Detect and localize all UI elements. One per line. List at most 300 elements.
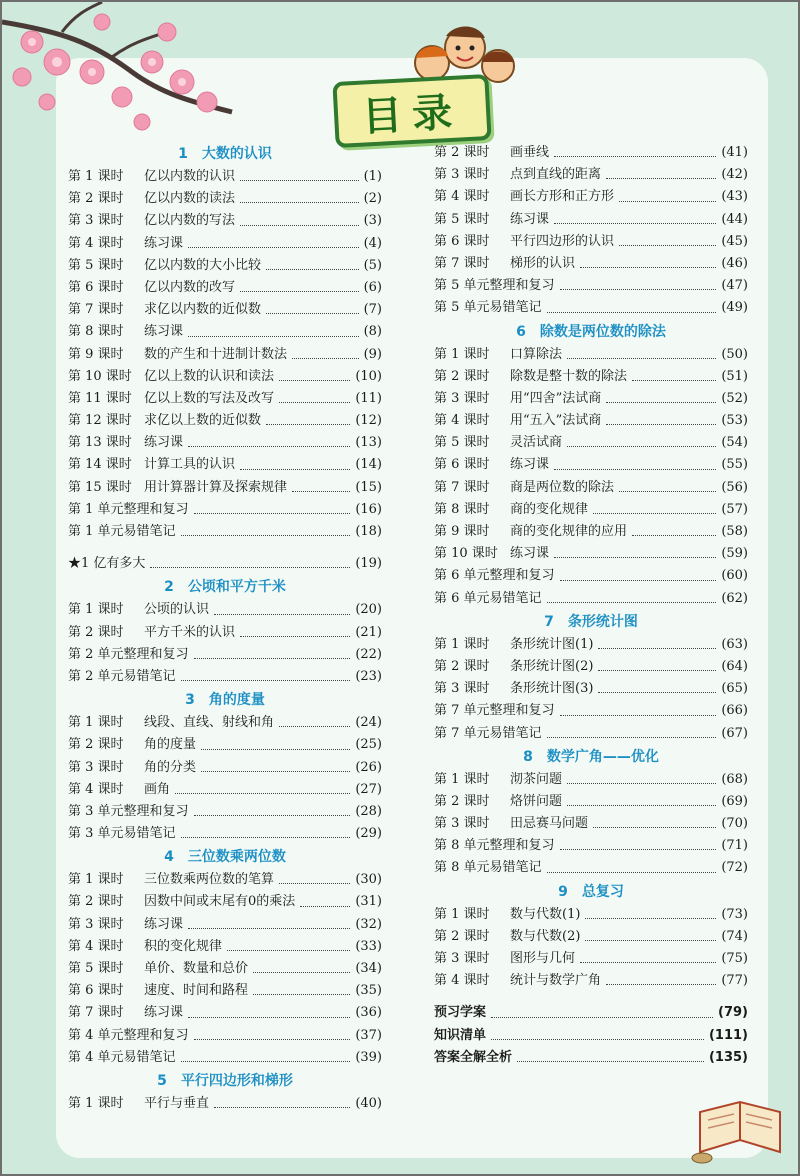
dot-leader xyxy=(240,454,350,469)
toc-entry-title xyxy=(68,757,196,779)
page-number: (54) xyxy=(721,435,748,451)
dot-leader xyxy=(188,914,350,929)
lesson-title: 第 3 单元易错笔记 xyxy=(68,826,176,842)
page-number: (13) xyxy=(355,435,382,451)
dot-leader xyxy=(580,253,716,268)
lesson-number: 第 3 课时 xyxy=(434,816,490,832)
toc-entry[interactable] xyxy=(68,410,382,432)
page-number: (40) xyxy=(355,1095,382,1111)
lesson-number: 第 2 课时 xyxy=(68,894,124,910)
dot-leader xyxy=(150,553,350,568)
toc-entry-title xyxy=(68,980,248,1002)
lesson-title: 练习课 xyxy=(144,435,184,451)
toc-entry-title xyxy=(434,543,549,565)
lesson-title: 数与代数(1) xyxy=(510,906,581,922)
section-spacer xyxy=(68,543,382,553)
lesson-title: 画长方形和正方形 xyxy=(510,189,615,205)
lesson-title: 求亿以内数的近似数 xyxy=(144,302,262,318)
lesson-title: 亿以上数的写法及改写 xyxy=(144,390,275,406)
toc-entry-title xyxy=(68,779,170,801)
toc-entry[interactable] xyxy=(68,958,382,980)
page-number: (52) xyxy=(721,390,748,406)
toc-entry-title xyxy=(68,891,295,913)
lesson-number: 第 2 课时 xyxy=(68,737,124,753)
lesson-number: 第 4 课时 xyxy=(434,189,490,205)
page-number: (42) xyxy=(721,167,748,183)
toc-entry-title xyxy=(68,344,287,366)
dot-leader xyxy=(188,233,359,248)
section-heading: 2 公顷和平方千米 xyxy=(164,579,286,596)
lesson-title: 画角 xyxy=(144,781,171,797)
toc-entry[interactable] xyxy=(434,543,748,565)
toc-entry[interactable] xyxy=(434,904,748,926)
lesson-number: 第 10 课时 xyxy=(434,546,498,562)
toc-entry-title xyxy=(68,432,183,454)
page-number: (8) xyxy=(363,324,382,340)
toc-entry[interactable] xyxy=(434,656,748,678)
toc-entry[interactable] xyxy=(68,477,382,499)
page-number: (79) xyxy=(718,1005,748,1021)
toc-entry[interactable] xyxy=(68,188,382,210)
toc-entry[interactable] xyxy=(434,253,748,275)
page-number: (65) xyxy=(721,681,748,697)
toc-entry[interactable] xyxy=(434,142,748,164)
lesson-title: 条形统计图(2) xyxy=(510,658,594,674)
lesson-title: 速度、时间和路程 xyxy=(144,983,249,999)
toc-entry[interactable] xyxy=(434,700,748,722)
dot-leader xyxy=(547,857,717,872)
toc-entry[interactable] xyxy=(434,521,748,543)
page-number: (59) xyxy=(721,546,748,562)
dot-leader xyxy=(560,835,717,850)
lesson-number: 第 4 课时 xyxy=(68,781,124,797)
dot-leader xyxy=(606,388,716,403)
dot-leader xyxy=(240,166,359,181)
toc-entry[interactable] xyxy=(68,1002,382,1024)
page-number: (70) xyxy=(721,816,748,832)
toc-entry[interactable] xyxy=(68,521,382,543)
toc-entry[interactable] xyxy=(434,499,748,521)
toc-entry-title xyxy=(434,477,614,499)
lesson-number: 第 2 课时 xyxy=(434,368,490,384)
lesson-number: 第 1 课时 xyxy=(68,602,124,618)
page-number: (21) xyxy=(355,624,382,640)
toc-right-column xyxy=(434,142,748,1069)
toc-entry[interactable] xyxy=(68,757,382,779)
lesson-number: 第 4 课时 xyxy=(68,235,124,251)
lesson-number: 第 6 课时 xyxy=(434,233,490,249)
toc-entry[interactable] xyxy=(434,769,748,791)
lesson-number: 第 4 课时 xyxy=(434,973,490,989)
dot-leader xyxy=(279,712,350,727)
page-number: (111) xyxy=(708,1027,748,1043)
dot-leader xyxy=(619,231,716,246)
dot-leader xyxy=(567,344,716,359)
page-number: (34) xyxy=(355,961,382,976)
lesson-title: 积的变化规律 xyxy=(144,938,223,954)
lesson-number: 第 11 课时 xyxy=(68,390,132,406)
page-title: 目录 xyxy=(361,88,464,141)
toc-entry[interactable] xyxy=(434,565,748,587)
toc-entry[interactable] xyxy=(68,869,382,891)
toc-entry-title xyxy=(434,926,580,948)
lesson-number: 第 6 课时 xyxy=(434,457,490,473)
dot-leader xyxy=(554,142,716,157)
dot-leader xyxy=(175,779,350,794)
page-number: (69) xyxy=(721,793,748,809)
toc-entry[interactable] xyxy=(434,297,748,319)
toc-entry-title xyxy=(68,166,235,188)
dot-leader xyxy=(292,344,359,359)
lesson-number: 第 14 课时 xyxy=(68,457,132,473)
dot-leader xyxy=(560,565,717,580)
toc-entry[interactable] xyxy=(68,599,382,621)
toc-entry[interactable] xyxy=(434,678,748,700)
toc-entry[interactable] xyxy=(68,734,382,756)
lesson-number: 第 1 课时 xyxy=(68,872,124,888)
dot-leader xyxy=(619,186,716,201)
toc-entry[interactable] xyxy=(68,801,382,823)
lesson-title: 预习学案 xyxy=(434,1005,487,1021)
lesson-title: 第 4 单元整理和复习 xyxy=(68,1027,189,1043)
toc-entry-title xyxy=(434,700,555,722)
dot-leader xyxy=(201,734,350,749)
toc-entry[interactable] xyxy=(434,366,748,388)
toc-entry[interactable] xyxy=(68,388,382,410)
toc-entry-title xyxy=(68,499,189,521)
toc-entry-title xyxy=(68,299,261,321)
lesson-title: 答案全解全析 xyxy=(434,1049,513,1065)
page-number: (2) xyxy=(363,191,382,207)
toc-entry-title xyxy=(434,186,614,208)
lesson-number: 第 4 课时 xyxy=(68,938,124,954)
toc-entry-title xyxy=(434,723,542,745)
toc-entry-title xyxy=(68,869,274,891)
toc-entry-title xyxy=(68,823,176,845)
toc-entry[interactable] xyxy=(434,1025,748,1047)
dot-leader xyxy=(214,1093,350,1108)
lesson-number: 第 5 课时 xyxy=(68,257,124,273)
page-number: (64) xyxy=(721,658,748,674)
page-number: (60) xyxy=(721,568,748,584)
page-number: (18) xyxy=(355,524,382,539)
page-number: (50) xyxy=(721,346,748,362)
dot-leader xyxy=(547,588,717,603)
toc-entry-title xyxy=(68,388,274,410)
toc-entry-title xyxy=(434,791,562,813)
toc-entry[interactable] xyxy=(68,644,382,666)
lesson-title: 商的变化规律的应用 xyxy=(510,524,628,539)
toc-entry[interactable] xyxy=(68,666,382,688)
page-number: (49) xyxy=(721,300,748,316)
toc-entry[interactable] xyxy=(68,914,382,936)
toc-entry-title xyxy=(434,253,575,275)
lesson-title: 商是两位数的除法 xyxy=(510,479,615,495)
page-number: (20) xyxy=(355,602,382,618)
toc-entry[interactable] xyxy=(434,634,748,656)
dot-leader xyxy=(547,297,717,312)
toc-entry[interactable] xyxy=(434,477,748,499)
toc-entry[interactable] xyxy=(68,366,382,388)
toc-entry[interactable] xyxy=(68,1025,382,1047)
page-number: (47) xyxy=(721,278,748,294)
toc-entry-title xyxy=(434,432,562,454)
dot-leader xyxy=(194,801,351,816)
toc-entry-title xyxy=(68,801,189,823)
dot-leader xyxy=(194,1025,351,1040)
toc-entry[interactable] xyxy=(68,622,382,644)
toc-entry[interactable] xyxy=(68,344,382,366)
dot-leader xyxy=(253,958,350,973)
lesson-title: 数的产生和十进制计数法 xyxy=(144,346,288,362)
toc-entry[interactable] xyxy=(68,891,382,913)
dot-leader xyxy=(240,622,350,637)
page-number: (16) xyxy=(355,501,382,517)
lesson-title: 练习课 xyxy=(144,916,184,932)
toc-entry-title xyxy=(68,958,248,980)
page-number: (30) xyxy=(355,872,382,888)
page-number: (23) xyxy=(355,668,382,684)
lesson-title: 亿以内数的读法 xyxy=(144,191,236,207)
toc-entry-title xyxy=(434,634,593,656)
page-number: (37) xyxy=(355,1027,382,1043)
lesson-number: 第 1 课时 xyxy=(434,771,490,787)
page-number: (32) xyxy=(355,916,382,932)
toc-entry[interactable] xyxy=(434,857,748,879)
page-number: (6) xyxy=(363,279,382,295)
lesson-number: 第 8 课时 xyxy=(68,324,124,340)
lesson-title: 画垂线 xyxy=(510,145,550,160)
lesson-number: 第 7 课时 xyxy=(68,302,124,318)
lesson-title: 图形与几何 xyxy=(510,951,576,966)
toc-entry[interactable] xyxy=(68,321,382,343)
lesson-number: 第 2 课时 xyxy=(434,928,490,944)
dot-leader xyxy=(580,948,716,963)
lesson-number: 第 2 课时 xyxy=(68,191,124,207)
toc-entry[interactable] xyxy=(68,277,382,299)
toc-entry-title xyxy=(434,388,601,410)
toc-entry[interactable] xyxy=(434,432,748,454)
toc-entry-title xyxy=(68,914,183,936)
toc-entry-title xyxy=(434,565,555,587)
lesson-number: 第 2 课时 xyxy=(434,145,490,160)
dot-leader xyxy=(606,164,716,179)
lesson-title: 商的变化规律 xyxy=(510,501,589,517)
page-number: (22) xyxy=(355,646,382,662)
toc-entry[interactable] xyxy=(68,936,382,958)
toc-entry[interactable] xyxy=(68,233,382,255)
lesson-title: 线段、直线、射线和角 xyxy=(144,715,275,731)
lesson-title: 因数中间或末尾有0的乘法 xyxy=(144,894,296,910)
lesson-number: 第 12 课时 xyxy=(68,413,132,429)
toc-entry[interactable] xyxy=(434,948,748,970)
page-number: (33) xyxy=(355,938,382,954)
lesson-number: 第 1 课时 xyxy=(68,715,124,731)
section-heading: 7 条形统计图 xyxy=(544,613,638,630)
toc-entry[interactable] xyxy=(68,980,382,1002)
toc-entry[interactable] xyxy=(434,1002,748,1024)
toc-entry[interactable] xyxy=(68,1047,382,1069)
lesson-title: 练习课 xyxy=(510,211,550,227)
section-heading: 4 三位数乘两位数 xyxy=(164,849,286,866)
page-number: (14) xyxy=(355,457,382,473)
lesson-number: 第 5 课时 xyxy=(434,211,490,227)
toc-entry-title xyxy=(434,164,601,186)
dot-leader xyxy=(279,388,350,403)
toc-entry[interactable] xyxy=(434,275,748,297)
page-number: (26) xyxy=(355,759,382,775)
toc-entry-title xyxy=(434,835,555,857)
lesson-title: 亿以内数的写法 xyxy=(144,213,236,229)
toc-entry-title xyxy=(434,904,580,926)
toc-entry-title xyxy=(434,1002,486,1024)
lesson-title: 亿以上数的认识和读法 xyxy=(144,368,275,384)
lesson-title: 练习课 xyxy=(144,235,184,251)
page-number: (74) xyxy=(721,928,748,944)
toc-entry[interactable] xyxy=(68,779,382,801)
toc-entry[interactable] xyxy=(68,166,382,188)
page-number: (24) xyxy=(355,715,382,731)
toc-entry[interactable] xyxy=(434,164,748,186)
lesson-number: 第 13 课时 xyxy=(68,435,132,451)
toc-entry[interactable] xyxy=(68,454,382,476)
dot-leader xyxy=(560,700,717,715)
toc-entry[interactable] xyxy=(434,835,748,857)
dot-leader xyxy=(266,255,359,270)
lesson-title: 第 6 单元易错笔记 xyxy=(434,590,542,606)
toc-entry[interactable] xyxy=(434,410,748,432)
toc-entry[interactable] xyxy=(68,712,382,734)
lesson-title: 计算工具的认识 xyxy=(144,457,236,473)
lesson-number: 第 6 课时 xyxy=(68,983,124,999)
dot-leader xyxy=(593,813,716,828)
lesson-title: 用“五入”法试商 xyxy=(510,413,602,429)
dot-leader xyxy=(279,366,350,381)
dot-leader xyxy=(181,666,351,681)
toc-entry-title xyxy=(434,521,627,543)
lesson-title: 第 8 单元整理和复习 xyxy=(434,838,555,854)
page-number: (1) xyxy=(363,169,382,184)
lesson-title: 练习课 xyxy=(510,546,550,562)
lesson-title: 第 8 单元易错笔记 xyxy=(434,860,542,876)
page-number: (62) xyxy=(721,590,748,606)
toc-entry[interactable] xyxy=(434,791,748,813)
page-number: (9) xyxy=(363,346,382,362)
page-number: (15) xyxy=(355,479,382,495)
lesson-number: 第 3 课时 xyxy=(434,390,490,406)
toc-entry[interactable] xyxy=(68,1093,382,1115)
page-number: (36) xyxy=(355,1005,382,1021)
toc-entry-title xyxy=(434,813,588,835)
toc-entry[interactable] xyxy=(434,454,748,476)
page-number: (31) xyxy=(355,894,382,910)
toc-entry[interactable] xyxy=(434,813,748,835)
toc-entry[interactable] xyxy=(434,926,748,948)
toc-entry[interactable] xyxy=(434,344,748,366)
lesson-number: 第 7 课时 xyxy=(434,479,490,495)
toc-entry[interactable] xyxy=(68,499,382,521)
page-number: (11) xyxy=(355,390,382,406)
lesson-number: 第 3 课时 xyxy=(68,759,124,775)
toc-entry-title xyxy=(68,188,235,210)
lesson-title: 第 1 单元整理和复习 xyxy=(68,501,189,517)
dot-leader xyxy=(560,275,717,290)
toc-entry[interactable] xyxy=(434,388,748,410)
dot-leader xyxy=(491,1025,704,1040)
toc-entry[interactable] xyxy=(434,723,748,745)
section-heading: 9 总复习 xyxy=(558,883,624,900)
lesson-title: 平行四边形的认识 xyxy=(510,233,615,249)
toc-entry-title xyxy=(68,454,235,476)
page-number: (25) xyxy=(355,737,382,753)
lesson-number: 第 5 课时 xyxy=(434,435,490,451)
page-number: (67) xyxy=(721,725,748,741)
toc-entry[interactable] xyxy=(68,299,382,321)
lesson-title: 平行与垂直 xyxy=(144,1095,210,1111)
toc-entry[interactable] xyxy=(68,255,382,277)
dot-leader xyxy=(194,499,351,514)
toc-entry[interactable] xyxy=(68,210,382,232)
toc-left-column xyxy=(68,142,382,1115)
lesson-title: 亿以内数的大小比较 xyxy=(144,257,262,273)
lesson-title: 练习课 xyxy=(144,1005,184,1021)
dot-leader xyxy=(632,366,716,381)
toc-entry[interactable] xyxy=(68,823,382,845)
toc-entry-title xyxy=(434,857,542,879)
lesson-number: 第 3 课时 xyxy=(434,951,490,966)
lesson-title: 烙饼问题 xyxy=(510,793,563,809)
toc-entry[interactable] xyxy=(434,588,748,610)
dot-leader xyxy=(567,791,716,806)
dot-leader xyxy=(266,299,359,314)
toc-entry[interactable] xyxy=(434,1047,748,1069)
lesson-title: 求亿以上数的近似数 xyxy=(144,413,262,429)
toc-entry-title xyxy=(434,297,542,319)
dot-leader xyxy=(567,769,716,784)
page-number: (68) xyxy=(721,771,748,787)
page-number: (63) xyxy=(721,636,748,652)
toc-entry-title xyxy=(434,344,562,366)
dot-leader xyxy=(547,723,717,738)
lesson-title: 练习课 xyxy=(144,324,184,340)
toc-entry-title xyxy=(68,599,209,621)
toc-entry[interactable] xyxy=(434,209,748,231)
dot-leader xyxy=(598,656,716,671)
lesson-number: 第 3 课时 xyxy=(68,213,124,229)
page-number: (56) xyxy=(721,479,748,495)
page-number: (44) xyxy=(721,211,748,227)
dot-leader xyxy=(240,188,359,203)
lesson-title: 第 6 单元整理和复习 xyxy=(434,568,555,584)
lesson-number: 第 1 课时 xyxy=(434,906,490,922)
dot-leader xyxy=(606,410,716,425)
toc-entry[interactable] xyxy=(434,970,748,992)
dot-leader xyxy=(619,477,716,492)
dot-leader xyxy=(593,499,716,514)
lesson-title: 点到直线的距离 xyxy=(510,167,602,183)
dot-leader xyxy=(598,678,716,693)
page-number: (57) xyxy=(721,501,748,517)
page-number: (45) xyxy=(721,233,748,249)
toc-entry[interactable] xyxy=(434,231,748,253)
lesson-title: 条形统计图(1) xyxy=(510,636,594,652)
toc-entry[interactable] xyxy=(68,432,382,454)
toc-entry-title xyxy=(68,1093,209,1115)
toc-entry[interactable] xyxy=(434,186,748,208)
lesson-number: 第 9 课时 xyxy=(434,524,490,539)
toc-entry[interactable] xyxy=(68,553,382,575)
lesson-title: 沏茶问题 xyxy=(510,771,563,787)
